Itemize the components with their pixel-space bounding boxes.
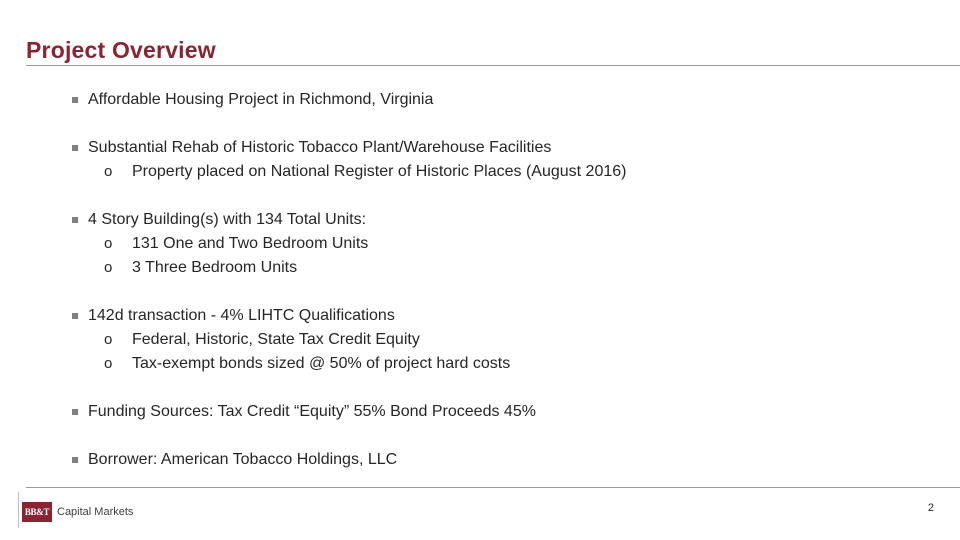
bullet-item	[72, 304, 510, 376]
square-bullet-icon	[72, 217, 78, 223]
bullet-text: Funding Sources: Tax Credit “Equity” 55% Bond Proceeds 45%	[88, 403, 536, 420]
sub-bullet-text: Federal, Historic, State Tax Credit Equity	[132, 331, 420, 348]
bullet-item	[72, 448, 397, 472]
bullet-text: Borrower: American Tobacco Holdings, LLC	[88, 451, 398, 468]
bullet-text: Affordable Housing Project in Richmond, Virginia	[88, 91, 434, 108]
square-bullet-icon	[72, 457, 78, 463]
page-number: 2	[927, 502, 934, 514]
sub-bullet-item	[72, 352, 510, 376]
logo-mark: BB&T	[22, 502, 52, 522]
sub-bullet-item	[72, 160, 626, 184]
circle-bullet-icon: o	[104, 235, 113, 252]
square-bullet-icon	[72, 97, 78, 103]
circle-bullet-icon: o	[104, 331, 113, 348]
sub-bullet-text: 131 One and Two Bedroom Units	[132, 235, 369, 252]
bullet-text: 4 Story Building(s) with 134 Total Units:	[88, 211, 367, 228]
sub-bullet-text: 3 Three Bedroom Units	[132, 259, 298, 276]
sub-bullet-text: Property placed on National Register of Historic Places (August 2016)	[132, 163, 627, 180]
square-bullet-icon	[72, 409, 78, 415]
sub-bullet-text: Tax-exempt bonds sized @ 50% of project hard costs	[132, 355, 511, 372]
sub-bullet-item	[72, 328, 510, 352]
footer-side-line	[18, 492, 19, 528]
sub-bullet-item	[72, 232, 368, 256]
square-bullet-icon	[72, 145, 78, 151]
square-bullet-icon	[72, 313, 78, 319]
slide-title: Project Overview	[26, 37, 216, 63]
bullet-text: Substantial Rehab of Historic Tobacco Plant/Warehouse Facilities	[88, 139, 552, 156]
bullet-item	[72, 88, 433, 112]
circle-bullet-icon: o	[104, 355, 113, 372]
bullet-item	[72, 400, 536, 424]
logo-text: Capital Markets	[57, 506, 134, 518]
bullet-text: 142d transaction - 4% LIHTC Qualifications	[88, 307, 395, 324]
sub-bullet-item	[72, 256, 368, 280]
bullet-item	[72, 136, 626, 184]
title-divider	[26, 65, 960, 66]
bullet-item	[72, 208, 368, 280]
footer-divider	[26, 487, 960, 488]
company-logo	[22, 502, 133, 522]
circle-bullet-icon: o	[104, 259, 113, 276]
circle-bullet-icon: o	[104, 163, 113, 180]
